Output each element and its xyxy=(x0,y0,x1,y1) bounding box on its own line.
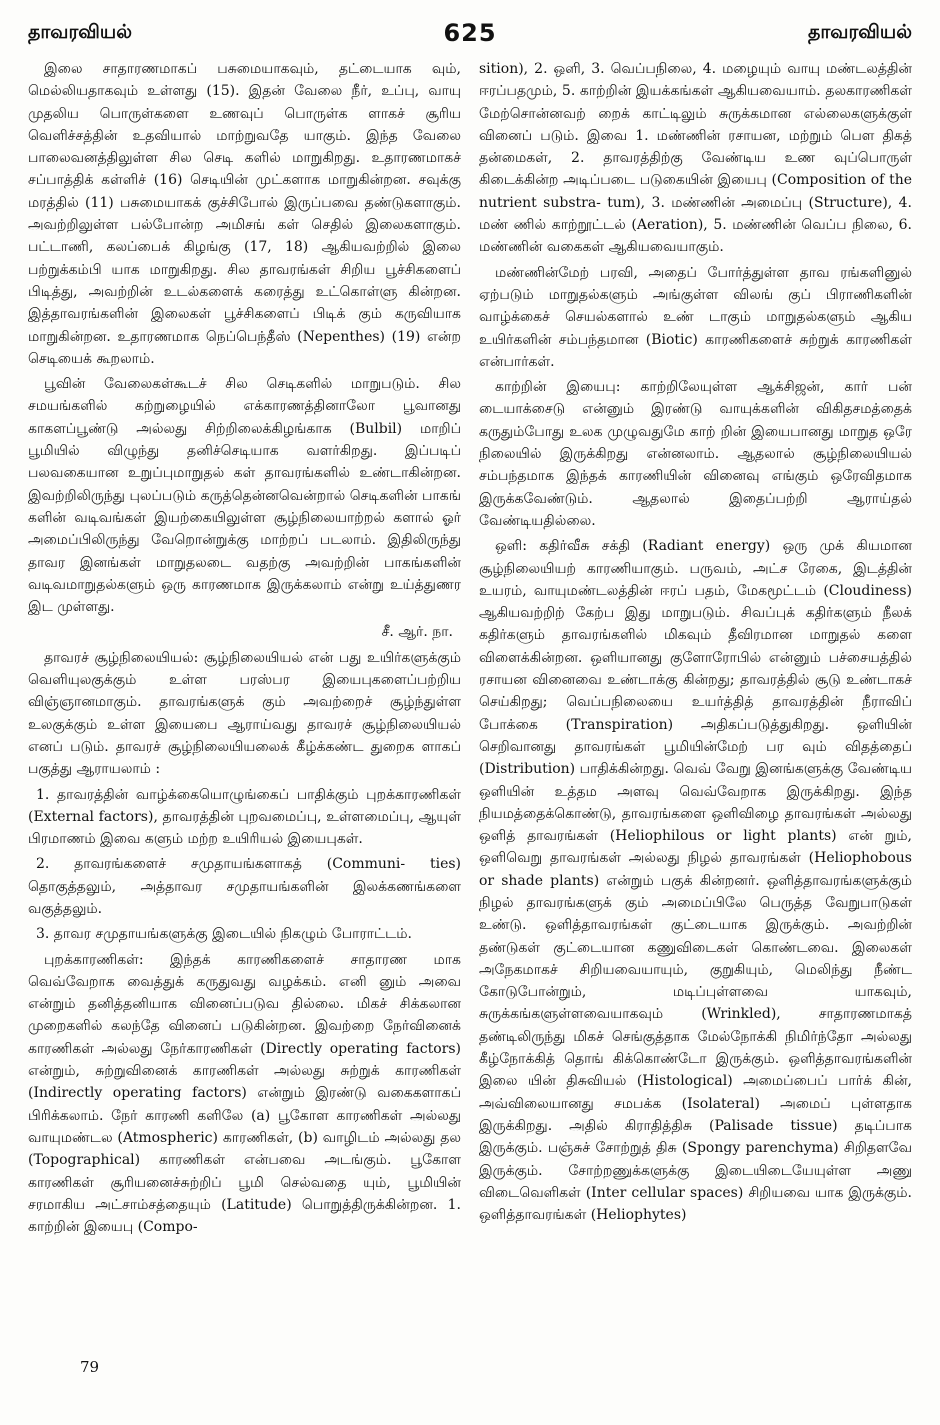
running-head-left: தாவரவியல் xyxy=(28,20,132,43)
running-head-right: தாவரவியல் xyxy=(808,20,912,43)
author-initials: சீ. ஆர். நா. xyxy=(381,624,453,641)
list-item: 3. தாவர சமுதாயங்களுக்கு இடையில் நிகழும் போராட்டம். xyxy=(36,926,412,943)
footer-number: 79 xyxy=(80,1358,100,1376)
paragraph: ஒளி: கதிர்வீசு சக்தி (Radiant energy) ஒரு முக் கியமான சூழ்நிலையியற் காரணியாகும். பருவம், அட்ச ரேகை, இடத்தின் உயரம், வாயுமண்டலத்தின் ஈரப் பதம், மேகமூட்டம் (Cloudiness) ஆகியவற்றிற் கேற்ப இது மாறுபடும். சிவப்புக் கதிர்களும் நீலக் கதிர்களும் தாவரங்களில் மிகவும் தீவிரமான மாறுதல் களை விளைக்கின்றன. ஒளியானது குளோரோபில் என்னும் பச்சையத்தில் ரசாயன வினைவை உண்டாக்கு கின்றது; தாவரத்தில் சூடு உண்டாகச் செய்கிறது; வெப்பநிலையை உயர்த்தித் தாவரத்தின் நீராவிப் போக்கை (Transpiration) அதிகப்படுத்துகிறது. ஒளியின் செறிவானது தாவரங்கள் பூமியின்மேற் பர வும் விதத்தைப் (Distribution) பாதிக்கின்றது. வெவ் வேறு இனங்களுக்கு வேண்டிய ஒளியின் உத்தம அளவு வெவ்வேறாக இருக்கிறது. இந்த நியமத்தைக்கொண்டு, தாவரங்களை ஒளிவிழை தாவரங்கள் அல்லது ஒளித் தாவரங்கள் (Heliophilous or light plants) என் றும், ஒளிவெறு தாவரங்கள் அல்லது நிழல் தாவரங்கள் (Heliophobous or shade plants) என்றும் பகுக் கின்றனர். ஒளித்தாவரங்களுக்கும் நிழல் தாவரங்களுக் கும் அமைப்பிலே பெருத்த வேறுபாடுகள் உண்டு. ஒளித்தாவரங்கள் குட்டையாக இருக்கும். அவற்றின் தண்டுகள் குட்டையான கணுவிடைகள் கொண்டவை. இலைகள் அநேகமாகச் சிறியவையாயும், குறுகியும், மெலிந்து நீண்ட கோடுபோன்றும், மடிப்புள்ளவை யாகவும், சுருக்கங்களுள்ளவையாகவும் (Wrinkled), சாதாரணமாகத் தண்டிலிருந்து மிகச் செங்குத்தாக மேல்நோக்கி நிமிர்ந்தோ அல்லது கீழ்நோக்கித் தொங் கிக்கொண்டோ இருக்கும். ஒளித்தாவரங்களின் இலை யின் திசுவியல் (Histological) அமைப்பைப் பார்க் கின், அவ்விலையானது சமபக்க (Isolateral) அமைப் புள்ளதாக இருக்கிறது. அதில் கிராதித்திசு (Palisade tissue) தடிப்பாக இருக்கும். பஞ்சுச் சோற்றுத் திசு (Spongy parenchyma) சிறிதளவே இருக்கும். சோற்றணுக்களுக்கு இடையிடையேயுள்ள அணு விடைவெளிகள் (Inter cellular spaces) சிறியவை யாக இருக்கும். ஒளித்தாவரங்கள் (Heliophytes) xyxy=(479,538,912,1224)
list-item: 2. தாவரங்களைச் சமுதாயங்களாகத் (Communi- ties) தொகுத்தலும், அத்தாவர சமுதாயங்களின் இலக்கணங்களை வகுத்தலும். xyxy=(28,856,461,917)
list-item: 1. தாவரத்தின் வாழ்க்கையொழுங்கைப் பாதிக்கும் புறக்காரணிகள் (External factors), தாவரத்தின் புறவமைப்பு, உள்ளமைப்பு, ஆயுள் பிரமாணம் இவை களும் மற்ற உயிரியல் இயைபுகள். xyxy=(28,786,461,848)
running-head xyxy=(28,16,912,50)
paragraph: பூவின் வேலைகள்கூடச் சில செடிகளில் மாறுபடும். சில சமயங்களில் கற்றுழையில் எக்காரணத்தினாலோ பூவானது காகளப்பூண்டு அல்லது சிற்றிலைக்கிழங்காக (Bulbil) மாறிப் பூமியில் விழுந்து தனிச்செடியாக வளர்கிறது. இப்படிப் பலவகையான உறுப்புமாறுதல் கள் தாவரங்களில் உண்டாகின்றன. இவற்றிலிருந்து புலப்படும் கருத்தென்னவென்றால் செடிகளின் பாகங் களின் வடிவங்கள் இயற்கையிலுள்ள சூழ்நிலையாற்றல் களால் ஓர் அமைப்பிலிருந்து வேறொன்றுக்கு மாற்றப் படலாம். இதிலிருந்து தாவர இனங்கள் மாறுதலடை வதற்கு அவற்றின் பாகங்களின் வடிவமாறுதல்களும் ஒரு காரணமாக இருக்கலாம் என்று உய்த்துணர இட முள்ளது. xyxy=(28,376,461,616)
paragraph: மண்ணின்மேற் பரவி, அதைப் போர்த்துள்ள தாவ ரங்களினுல் ஏற்படும் மாறுதல்களும் அங்குள்ள விலங் குப் பிராணிகளின் வாழ்க்கைச் செயல்களால் உண் டாகும் மாறுதல்களும் ஆகிய உயிர்களின் சம்பந்தமான (Biotic) காரணிகளைச் சுற்றுக் காரணிகள் என்பார்கள். xyxy=(479,264,912,370)
paragraph: புறக்காரணிகள்: இந்தக் காரணிகளைச் சாதாரண மாக வெவ்வேறாக வைத்துக் கருதுவது வழக்கம். எனி னும் அவை என்றும் தனித்தனியாக வினைப்படுவ தில்லை. மிகச் சிக்கலான முறைகளில் கலந்தே வினைப் படுகின்றன. இவற்றை நேர்வினைக் காரணிகள் அல்லது நேர்காரணிகள் (Directly operating factors) என்றும், சுற்றுவினைக் காரணிகள் அல்லது சுற்றுக் காரணிகள் (Indirectly operating factors) என்றும் இரண்டு வகைகளாகப் பிரிக்கலாம். நேர் காரணி களிலே (a) பூகோள காரணிகள் அல்லது வாயுமண்டல (Atmospheric) காரணிகள், (b) வாழிடம் அல்லது தல (Topographical) காரணிகள் என்பவை அடங்கும். பூகோள காரணிகள் சூரியனைச்சுற்றிப் பூமி செல்வதை யும், பூமியின் சரமாகிய அட்சாம்சத்தையும் (Latitude) பொறுத்திருக்கின்றன. 1. காற்றின் இயைபு (Compo- xyxy=(28,951,461,1236)
right-column xyxy=(479,58,912,1348)
paragraph: sition), 2. ஒளி, 3. வெப்பநிலை, 4. மழையும் வாயு மண்டலத்தின் ஈரப்பதமும், 5. காற்றின் இயக்கங்கள் ஆகியவையாம். தலகாரணிகள் மேற்சொன்னவற் றைக் காட்டிலும் சுருக்கமான எல்லைகளுக்குள் வினைப் படும். இவை 1. மண்ணின் ரசாயன, மற்றும் பௌ திகத் தன்மைகள், 2. தாவரத்திற்கு வேண்டிய உண வுப்பொருள் கிடைக்கின்ற அடிப்படை படுகையின் இயைபு (Composition of the nutrient substra- tum), 3. மண்ணின் அமைப்பு (Structure), 4. மண் ணில் காற்றூட்டல் (Aeration), 5. மண்ணின் வெப்ப நிலை, 6. மண்ணின் வகைகள் ஆகியவையாகும். xyxy=(479,61,912,256)
page-number: 625 xyxy=(443,19,497,47)
text-columns xyxy=(28,58,912,1348)
left-column xyxy=(28,58,461,1348)
paragraph: காற்றின் இயைபு: காற்றிலேயுள்ள ஆக்சிஜன், கார் பன் டையாக்சைடு என்னும் இரண்டு வாயுக்களின் விகிதசமத்தைக் கருதும்போது உலக முழுவதுமே காற் றின் இயைபானது மாறுத ஒரே நிலையில் இருக்கிறது என்னலாம். ஆதலால் சூழ்நிலையியல் சம்பந்தமாக இந்தக் காரணியின் வினைவு எங்கும் ஒரேவிதமாக இருக்கவேண்டும். ஆதலால் இதைப்பற்றி ஆராய்தல் வேண்டியதில்லை. xyxy=(479,379,912,529)
section-paragraph: தாவரச் சூழ்நிலையியல்: சூழ்நிலையியல் என் பது உயிர்களுக்கும் வெளியுலகுக்கும் உள்ள பரஸ்பர இயைபுகளைப்பற்றிய விஞ்ஞானமாகும். தாவரங்களுக் கும் அவற்றைச் சூழ்ந்துள்ள உலகுக்கும் உள்ள இயைபை ஆராய்வது தாவரச் சூழ்நிலையியல் எனப் படும். தாவரச் சூழ்நிலையியலைக் கீழ்க்கண்ட துறைக ளாகப் பகுத்து ஆராயலாம் : xyxy=(28,649,461,778)
paragraph: இலை சாதாரணமாகப் பசுமையாகவும், தட்டையாக வும், மெல்லியதாகவும் உள்ளது (15). இதன் வேலை நீர், உப்பு, வாயு முதலிய பொருள்களை உணவுப் பொருள்க ளாகச் சூரிய வெளிச்சத்தின் உதவியால் மாற்றுவதே யாகும். இந்த வேலை பாலைவனத்திலுள்ள சில செடி களில் மாறுகிறது. உதாரணமாகச் சப்பாத்திக் கள்ளிச் (16) செடியின் முட்களாக மாறுகின்றன. சவுக்கு மரத்தில் (11) பசுமையாகக் குச்சிபோல் இருப்பவை தண்டுகளாகும். அவற்றிலுள்ள பல்போன்ற அமிசங் கள் செதில் இலைகளாகும். பட்டாணி, கலப்பைக் கிழங்கு (17, 18) ஆகியவற்றில் இலை பற்றுக்கம்பி யாக மாறுகிறது. சில தாவரங்கள் சிறிய பூச்சிகளைப் பிடித்து, அவற்றின் உடல்களைக் கரைத்து உட்கொள்ளு கின்றன. இத்தாவரங்களின் இலைகள் பூச்சிகளைப் பிடிக் கும் கருவியாக மாறுகின்றன. உதாரணமாக நெப்பெந்தீஸ் (Nepenthes) (19) என்ற செடியைக் கூறலாம். xyxy=(28,61,461,367)
